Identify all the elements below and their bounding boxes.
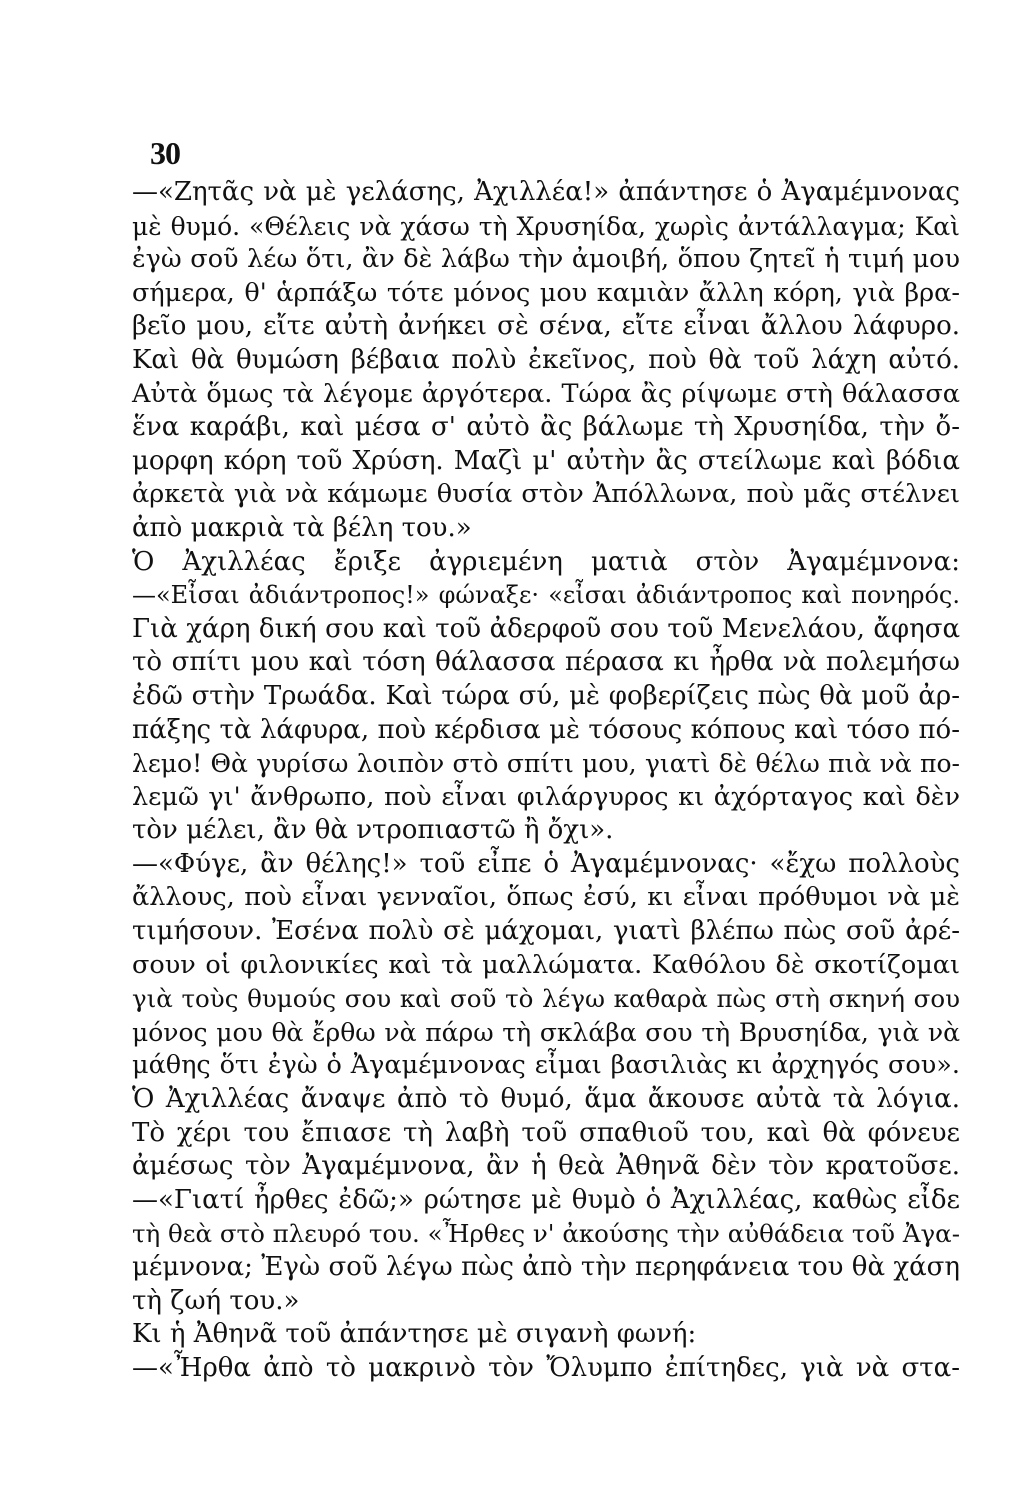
text-line: ἄλλους, ποὺ εἶναι γενναῖοι, ὅπως ἐσύ, κι εἶναι πρόθυμοι νὰ μὲ <box>132 882 960 913</box>
text-line: πάξης τὰ λάφυρα, ποὺ κέρδισα μὲ τόσους κόπους καὶ τόσο πό- <box>132 714 960 745</box>
text-line: Καὶ θὰ θυμώση βέβαια πολὺ ἐκεῖνος, ποὺ θὰ τοῦ λάχη αὐτό. <box>132 344 960 375</box>
body-text <box>132 176 960 1385</box>
text-line: μορφη κόρη τοῦ Χρύση. Μαζὶ μ' αὐτὴν ἂς στείλωμε καὶ βόδια <box>132 445 960 476</box>
text-line: ἐδῶ στὴν Τρωάδα. Καὶ τώρα σύ, μὲ φοβερίζεις πὼς θὰ μοῦ ἀρ- <box>132 680 960 711</box>
text-line: λεμο! Θὰ γυρίσω λοιπὸν στὸ σπίτι μου, γιατὶ δὲ θέλω πιὰ νὰ πο- <box>132 749 960 779</box>
text-line: Κι ἡ Ἀθηνᾶ τοῦ ἀπάντησε μὲ σιγανὴ φωνή: <box>132 1319 697 1350</box>
page-number: 30 <box>150 135 180 171</box>
text-line: —«Γιατί ἦρθες ἐδῶ;» ρώτησε μὲ θυμὸ ὁ Ἀχιλλέας, καθὼς εἶδε <box>132 1184 960 1215</box>
text-line: ἀμέσως τὸν Ἀγαμέμνονα, ἂν ἡ θεὰ Ἀθηνᾶ δὲν τὸν κρατοῦσε. <box>132 1151 960 1182</box>
text-line: ἐγὼ σοῦ λέω ὅτι, ἂν δὲ λάβω τὴν ἀμοιβή, ὅπου ζητεῖ ἡ τιμή μου <box>132 244 960 275</box>
text-line: —«Φύγε, ἂν θέλης!» τοῦ εἶπε ὁ Ἀγαμέμνονας· «ἔχω πολλοὺς <box>132 848 960 879</box>
text-line: βεῖο μου, εἴτε αὐτὴ ἀνήκει σὲ σένα, εἴτε εἶναι ἄλλου λάφυρο. <box>132 311 960 342</box>
text-line: σουν οἱ φιλονικίες καὶ τὰ μαλλώματα. Καθόλου δὲ σκοτίζομαι <box>132 949 960 980</box>
text-line: ἕνα καράβι, καὶ μέσα σ' αὐτὸ ἂς βάλωμε τὴ Χρυσηίδα, τὴν ὄ- <box>132 412 960 443</box>
text-line: Ὁ Ἀχιλλέας ἄναψε ἀπὸ τὸ θυμό, ἅμα ἄκουσε αὐτὰ τὰ λόγια. <box>132 1084 960 1115</box>
text-line: μόνος μου θὰ ἔρθω νὰ πάρω τὴ σκλάβα σου τὴ Βρυσηίδα, γιὰ νὰ <box>132 1017 960 1047</box>
text-line: Τὸ χέρι του ἔπιασε τὴ λαβὴ τοῦ σπαθιοῦ του, καὶ θὰ φόνευε <box>132 1117 960 1148</box>
text-line: τὸ σπίτι μου καὶ τόση θάλασσα πέρασα κι ἦρθα νὰ πολεμήσω <box>132 647 960 678</box>
text-line: τὴ ζωή του.» <box>132 1285 300 1316</box>
text-line: —«Εἶσαι ἀδιάντροπος!» φώναξε· «εἶσαι ἀδιάντροπος καὶ πονηρός. <box>132 581 960 610</box>
text-line: γιὰ τοὺς θυμούς σου καὶ σοῦ τὸ λέγω καθαρὰ πὼς στὴ σκηνή σου <box>132 984 960 1014</box>
text-line: ἀπὸ μακριὰ τὰ βέλη του.» <box>132 512 472 543</box>
text-line: σήμερα, θ' ἁρπάξω τότε μόνος μου καμιὰν ἄλλη κόρη, γιὰ βρα- <box>132 277 960 308</box>
text-line: τὴ θεὰ στὸ πλευρό του. «Ἦρθες ν' ἀκούσης τὴν αὐθάδεια τοῦ Ἀγα- <box>132 1219 960 1249</box>
text-line: —«Ἦρθα ἀπὸ τὸ μακρινὸ τὸν Ὄλυμπο ἐπίτηδες, γιὰ νὰ στα- <box>132 1352 960 1383</box>
text-line: ἀρκετὰ γιὰ νὰ κάμωμε θυσία στὸν Ἀπόλλωνα, ποὺ μᾶς στέλνει <box>132 479 960 510</box>
text-line: τὸν μέλει, ἂν θὰ ντροπιαστῶ ἢ ὄχι». <box>132 815 614 846</box>
text-line: μάθης ὅτι ἐγὼ ὁ Ἀγαμέμνονας εἶμαι βασιλιὰς κι ἀρχηγός σου». <box>132 1050 960 1081</box>
text-line: —«Ζητᾶς νὰ μὲ γελάσης, Ἀχιλλέα!» ἀπάντησε ὁ Ἀγαμέμνονας <box>132 177 960 207</box>
text-line: Αὐτὰ ὅμως τὰ λέγομε ἀργότερα. Τώρα ἂς ρίψωμε στὴ θάλασσα <box>132 378 960 409</box>
text-line: μὲ θυμό. «Θέλεις νὰ χάσω τὴ Χρυσηίδα, χωρὶς ἀντάλλαγμα; Καὶ <box>132 211 960 241</box>
text-line: Γιὰ χάρη δική σου καὶ τοῦ ἀδερφοῦ σου τοῦ Μενελάου, ἄφησα <box>132 613 960 644</box>
text-line: τιμήσουν. Ἐσένα πολὺ σὲ μάχομαι, γιατὶ βλέπω πὼς σοῦ ἀρέ- <box>132 916 960 947</box>
text-line: μέμνονα; Ἐγὼ σοῦ λέγω πὼς ἀπὸ τὴν περηφάνεια του θὰ χάση <box>132 1252 960 1282</box>
text-line: λεμῶ γι' ἄνθρωπο, ποὺ εἶναι φιλάργυρος κι ἀχόρταγος καὶ δὲν <box>132 781 960 812</box>
text-line: Ὁ Ἀχιλλέας ἔριξε ἀγριεμένη ματιὰ στὸν Ἀγαμέμνονα: <box>132 546 960 577</box>
